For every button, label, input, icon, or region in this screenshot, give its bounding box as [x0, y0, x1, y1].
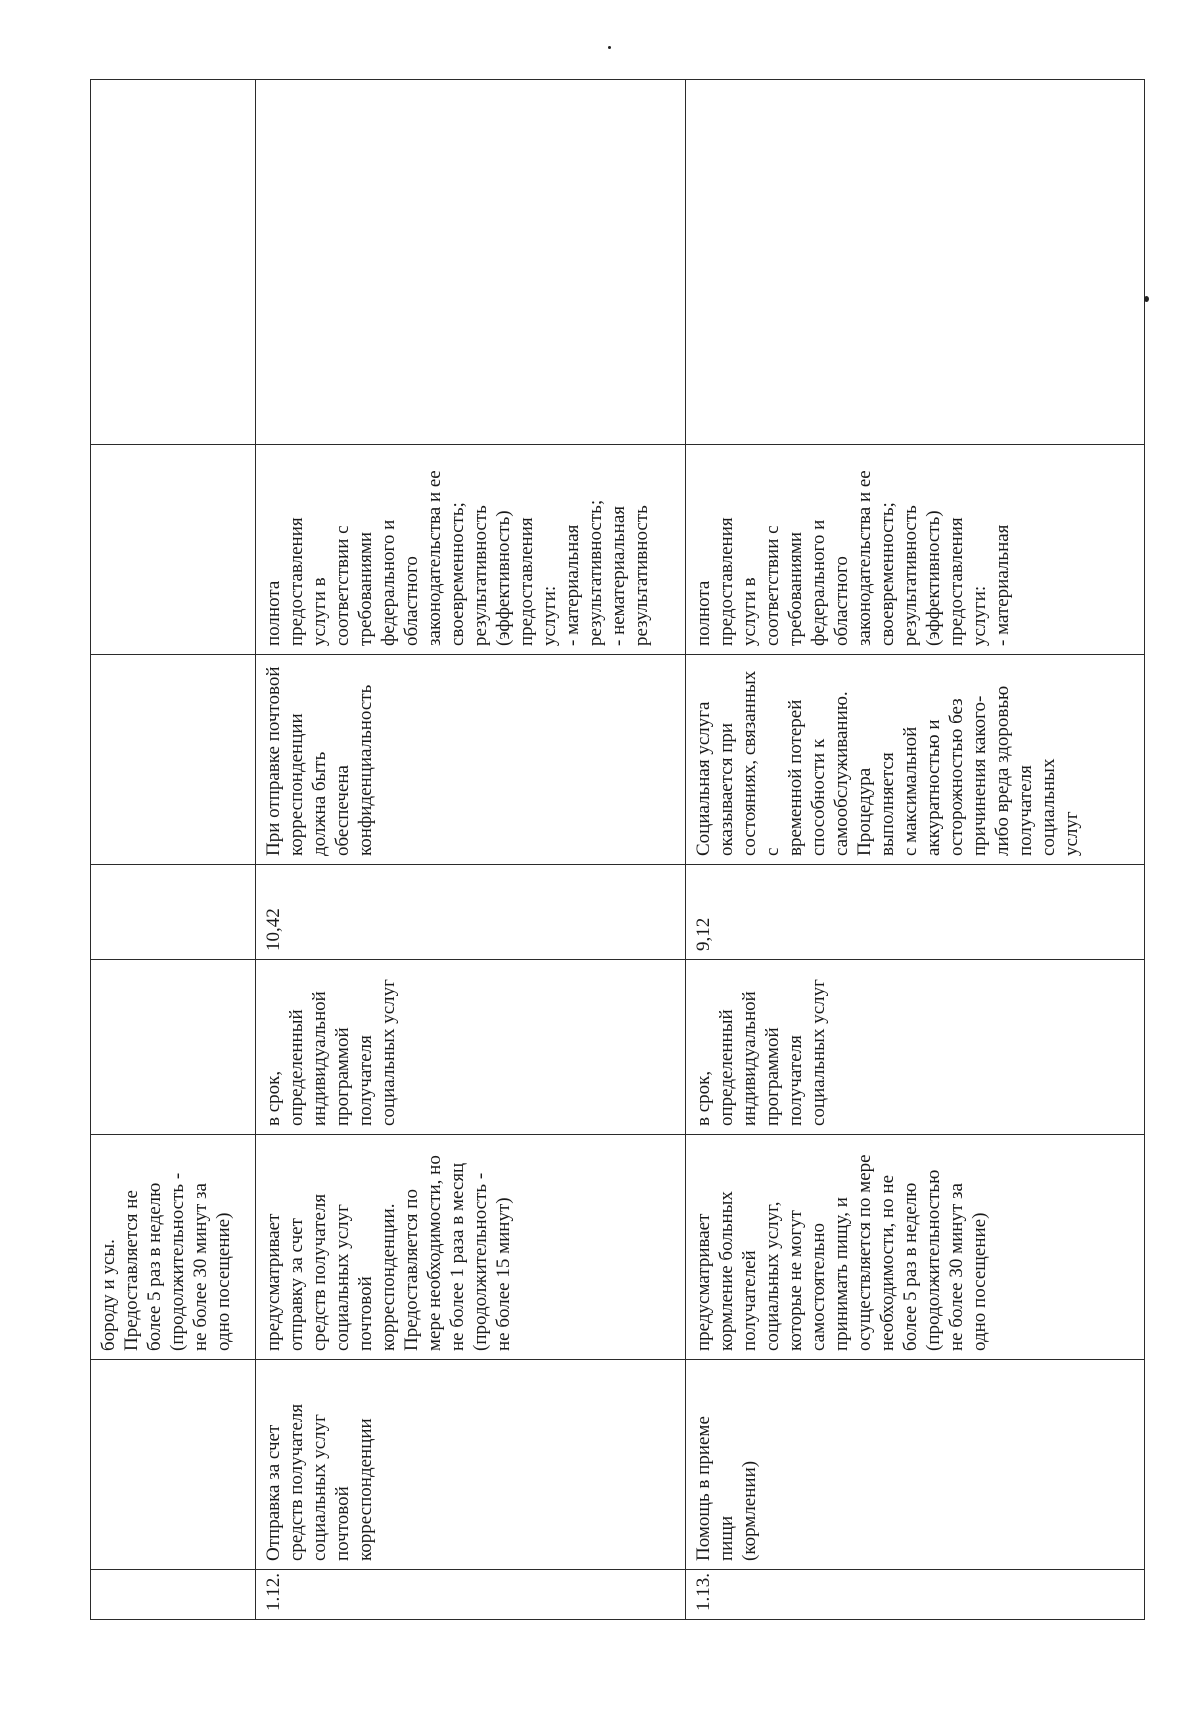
extra-cell: [686, 80, 1145, 445]
conditions-cell: [91, 655, 256, 865]
services-table: [90, 79, 1145, 1620]
quality-cell: полнота предоставления услуги в соответствии с требованиями федерального и областного законодательства и ее своевременность; результативность (эффективность) предоставления услуги: - материальная результативность; - нематериальная результативность: [256, 445, 686, 655]
quality-cell: [91, 445, 256, 655]
term-cell: в срок, определенный индивидуальной программой получателя социальных услуг: [686, 960, 1145, 1135]
extra-cell: [91, 80, 256, 445]
row-number-cell: 1.13.: [686, 1570, 1145, 1620]
service-description-cell: бороду и усы. Предоставляется не более 5 раз в неделю (продолжительность - не более 30 минут за одно посещение): [91, 1135, 256, 1360]
scan-speck: [1144, 296, 1149, 302]
service-name-cell: [91, 1360, 256, 1570]
row-number-cell: [91, 1570, 256, 1620]
table-row: [686, 80, 1145, 1620]
table-row: [91, 80, 256, 1620]
service-name-cell: Помощь в приеме пищи (кормлении): [686, 1360, 1145, 1570]
service-description-cell: предусматривает отправку за счет средств получателя социальных услуг почтовой корреспонденции. Предоставляется по мере необходимости, но не более 1 раза в месяц (продолжительность - не более 15 минут): [256, 1135, 686, 1360]
price-cell: [91, 865, 256, 960]
extra-cell: [256, 80, 686, 445]
table-row: [256, 80, 686, 1620]
conditions-cell: Социальная услуга оказывается при состояниях, связанных с временной потерей способности к самообслуживанию. Процедура выполняется с максимальной аккуратностью и осторожностью без причинения какого- либо вреда здоровью получателя социальных услуг: [686, 655, 1145, 865]
price-cell: 10,42: [256, 865, 686, 960]
price-cell: 9,12: [686, 865, 1145, 960]
scan-speck: [608, 46, 611, 49]
service-description-cell: предусматривает кормление больных получателей социальных услуг, которые не могут самостоятельно принимать пищу, и осуществляется по мере необходимости, но не более 5 раз в неделю (продолжительностью не более 30 минут за одно посещение): [686, 1135, 1145, 1360]
quality-cell: полнота предоставления услуги в соответствии с требованиями федерального и областного законодательства и ее своевременность; результативность (эффективность) предоставления услуги: - материальная: [686, 445, 1145, 655]
conditions-cell: При отправке почтовой корреспонденции должна быть обеспечена конфиденциальность: [256, 655, 686, 865]
rotated-page: [90, 80, 1145, 1620]
row-number-cell: 1.12.: [256, 1570, 686, 1620]
term-cell: [91, 960, 256, 1135]
service-name-cell: Отправка за счет средств получателя социальных услуг почтовой корреспонденции: [256, 1360, 686, 1570]
term-cell: в срок, определенный индивидуальной программой получателя социальных услуг: [256, 960, 686, 1135]
